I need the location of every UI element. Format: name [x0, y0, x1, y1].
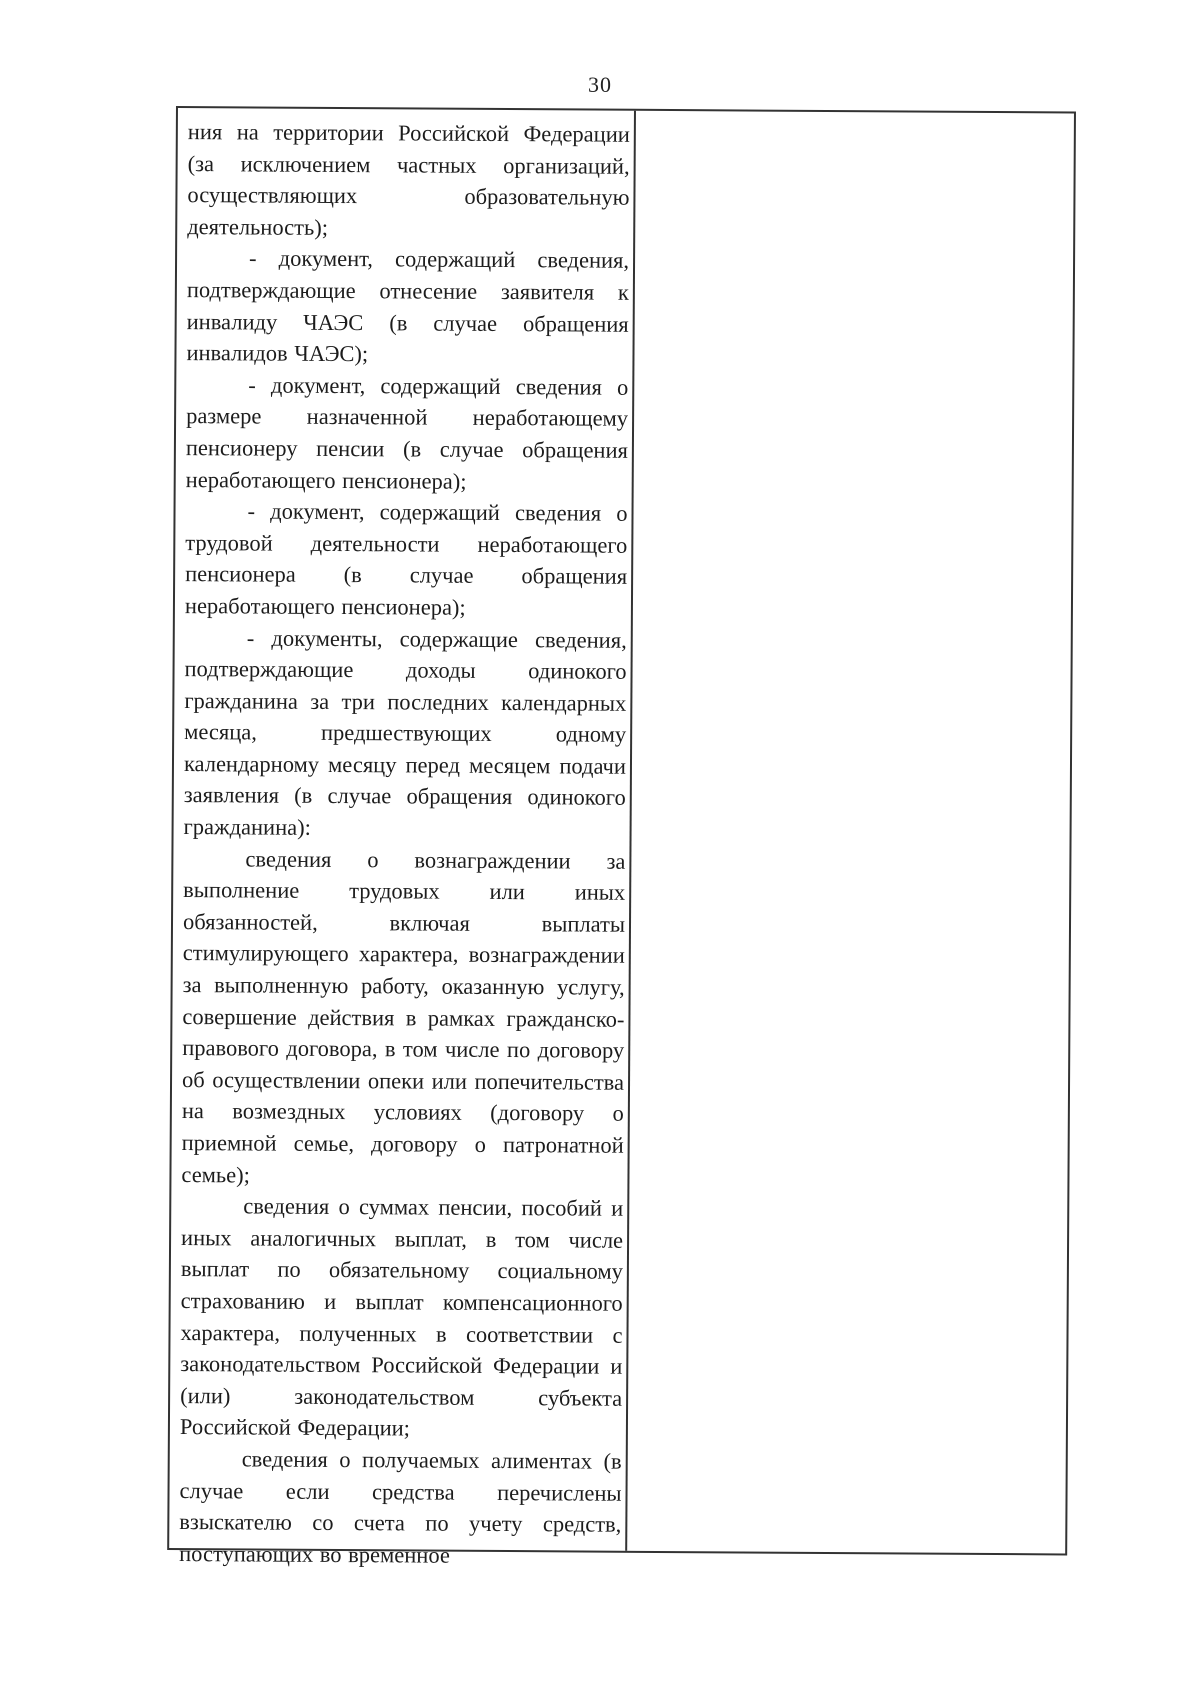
document-table	[167, 106, 1076, 1568]
paragraph-3: - документ, содержащий сведения о размере назначенной неработающему пенсионеру пенсии (в случае обращения неработающего пенсионера);	[185, 372, 629, 494]
paragraph-7: сведения о суммах пенсии, пособий и иных аналогичных выплат, в том числе выплат по обязательному социальному страхованию и выплат компенсационного характера, полученных в соответствии с законодательством Российской Федерации и (или) законодательством субъекта Российской Федерации;	[179, 1193, 624, 1441]
paragraph-6: сведения о вознаграждении за выполнение трудовых или иных обязанностей, включая выплаты стимулирующего характера, вознаграждении за выполненную работу, оказанную услугу, совершение действия в рамках гражданско-правового договора, в том числе по договору об осуществлении опеки или попечительства на возмездных условиях (договору о приемной семье, договору о патронатной семье);	[181, 846, 626, 1188]
table-cell-left	[169, 108, 636, 1568]
paragraph-8: сведения о получаемых алиментах (в случае если средства перечислены взыскателю со счета по учету средств, поступающих во временное	[179, 1446, 622, 1568]
table-cell-right	[627, 111, 1074, 1554]
page-number: 30	[588, 72, 612, 97]
paragraph-4: - документ, содержащий сведения о трудовой деятельности неработающего пенсионера (в случае обращения неработающего пенсионера);	[184, 498, 628, 620]
paragraph-2: - документ, содержащий сведения, подтверждающие отнесение заявителя к инвалиду ЧАЭС (в случае обращения инвалидов ЧАЭС);	[186, 245, 630, 367]
paragraph-1: ния на территории Российской Федерации (за исключением частных организаций, осуществляющих образовательную деятельность);	[187, 119, 630, 240]
paragraph-5: - документы, содержащие сведения, подтверждающие доходы одинокого гражданина за три последних календарных месяца, предшествующих одному календарному месяцу перед месяцем подачи заявления (в случае обращения одинокого гражданина):	[183, 624, 627, 840]
